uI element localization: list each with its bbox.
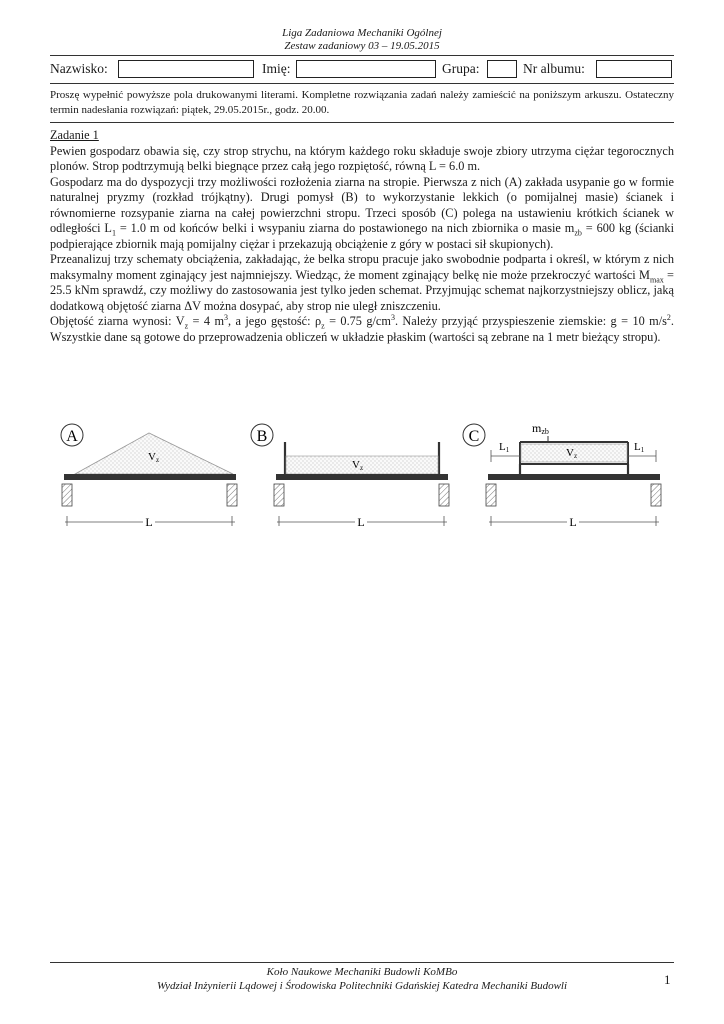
scheme-c-support-left xyxy=(486,484,496,506)
scheme-b-support-right xyxy=(439,484,449,506)
task-paragraph-2: Gospodarz ma do dyspozycji trzy możliwości rozłożenia ziarna na stropie. Pierwsza z nich (A) zakłada usypanie go w formie naturalnej pryzmy (rozkład trójkątny). Drugi pomysł (B) to wykorzystanie lekkich (o pomijalnej masie) ścianek i równomierne rozsypanie ziarna na całej powierzchni stropu. Trzeci sposób (C) polega na ustawieniu krótkich ścianek w odległości $L_1 = 1.0$ m od końców belki i wsypaniu ziarna do postawionego na nich zbiornika o masie $m_{zb} = 600$ kg (ścianki podpierające zbiornik mają pomijalny ciężar i przekazują obciążenie z góry w postaci sił skupionych). xyxy=(50,174,674,251)
student-fields xyxy=(50,60,674,80)
scheme-a-support-left xyxy=(62,484,72,506)
load-schemes-figure xyxy=(50,420,674,530)
scheme-c-beam xyxy=(488,474,660,480)
group-label: Grupa: xyxy=(442,61,480,76)
page-number: 1 xyxy=(664,972,671,987)
scheme-a-label: A xyxy=(66,428,78,445)
scheme-a-volume: Vz xyxy=(148,451,160,464)
scheme-a-beam xyxy=(64,474,236,480)
scheme-c-l1-left: L1 xyxy=(499,441,510,454)
scheme-b-label: B xyxy=(256,428,268,445)
surname-label: Nazwisko: xyxy=(50,61,108,76)
scheme-a-span-label: L xyxy=(145,515,153,529)
instructions: Proszę wypełnić powyższe pola drukowanymi literami. Kompletne rozwiązania zadań należy zamieścić na poniższym arkuszu. Ostateczny termin nadesłania rozwiązań: piątek, 29.05.2015r., godz. 20.00. xyxy=(50,89,674,116)
footer-faculty: Wydział Inżynierii Lądowej i Środowiska Politechniki Gdańskiej Katedra Mechaniki Budowli xyxy=(156,980,568,992)
fields-divider xyxy=(50,83,674,84)
scheme-b-span-label: L xyxy=(357,515,365,529)
album-label: Nr albumu: xyxy=(523,61,585,76)
footer-divider xyxy=(50,962,674,963)
task-paragraph-3: Przeanalizuj trzy schematy obciążenia, zakładając, że belka stropu pracuje jako swobodnie podparta i określ, w którym z nich maksymalny moment zginający jest najmniejszy. Wiedząc, że moment zginający belkę nie może przekroczyć wartości $M_{max} = 25.5$ kNm sprawdź, czy możliwy do zastosowania jest tylko jeden schemat. Przyjmując schemat najkorzystniejszy oblicz, jaką dodatkową objętość ziarna ΔV można dosypać, aby strop nie uległ zniszczeniu. xyxy=(50,252,674,313)
header-subtitle: Zestaw zadaniowy 03 – 19.05.2015 xyxy=(284,40,440,52)
scheme-c-span-label: L xyxy=(569,515,577,529)
scheme-b-volume: Vz xyxy=(352,459,364,472)
task-paragraph-4: Objętość ziarna wynosi: $V_z = 4$ $m^3$, a jego gęstość: $\rho_z = 0.75$ $g/cm^3$. Należy przyjąć przyspieszenie ziemskie: g = 10 $m/s^2$. Wszystkie dane są gotowe do przeprowadzenia obliczeń w układzie płaskim (wartości są zebrane na 1 metr bieżący stropu). xyxy=(50,312,674,344)
surname-box[interactable] xyxy=(118,60,254,78)
scheme-a xyxy=(61,424,237,529)
album-box[interactable] xyxy=(596,60,672,78)
scheme-a-support-right xyxy=(227,484,237,506)
task-body xyxy=(50,128,674,345)
group-box[interactable] xyxy=(487,60,517,78)
scheme-c-volume: Vz xyxy=(566,447,578,460)
task-paragraph-1: Pewien gospodarz obawia się, czy strop strychu, na którym każdego roku składuje swoje zbiory utrzyma ciężar tegorocznych plonów. Strop podtrzymują belki biegnące przez całą jego rozpiętość, równą L = 6.0 m. xyxy=(50,143,674,173)
task-title: Zadanie 1 xyxy=(50,128,99,142)
scheme-c-tank-mass: mzb xyxy=(532,421,549,436)
name-label: Imię: xyxy=(262,61,291,76)
header-title: Liga Zadaniowa Mechaniki Ogólnej xyxy=(282,27,442,39)
footer-club: Koło Naukowe Mechaniki Budowli KoMBo xyxy=(266,966,458,978)
scheme-b xyxy=(251,424,449,529)
scheme-b-beam xyxy=(276,474,448,480)
instructions-divider xyxy=(50,122,674,123)
header-divider xyxy=(50,55,674,56)
scheme-b-support-left xyxy=(274,484,284,506)
scheme-c-l1-right: L1 xyxy=(634,441,645,454)
scheme-c xyxy=(463,421,661,529)
scheme-c-label: C xyxy=(468,428,480,445)
name-box[interactable] xyxy=(296,60,436,78)
scheme-c-support-right xyxy=(651,484,661,506)
